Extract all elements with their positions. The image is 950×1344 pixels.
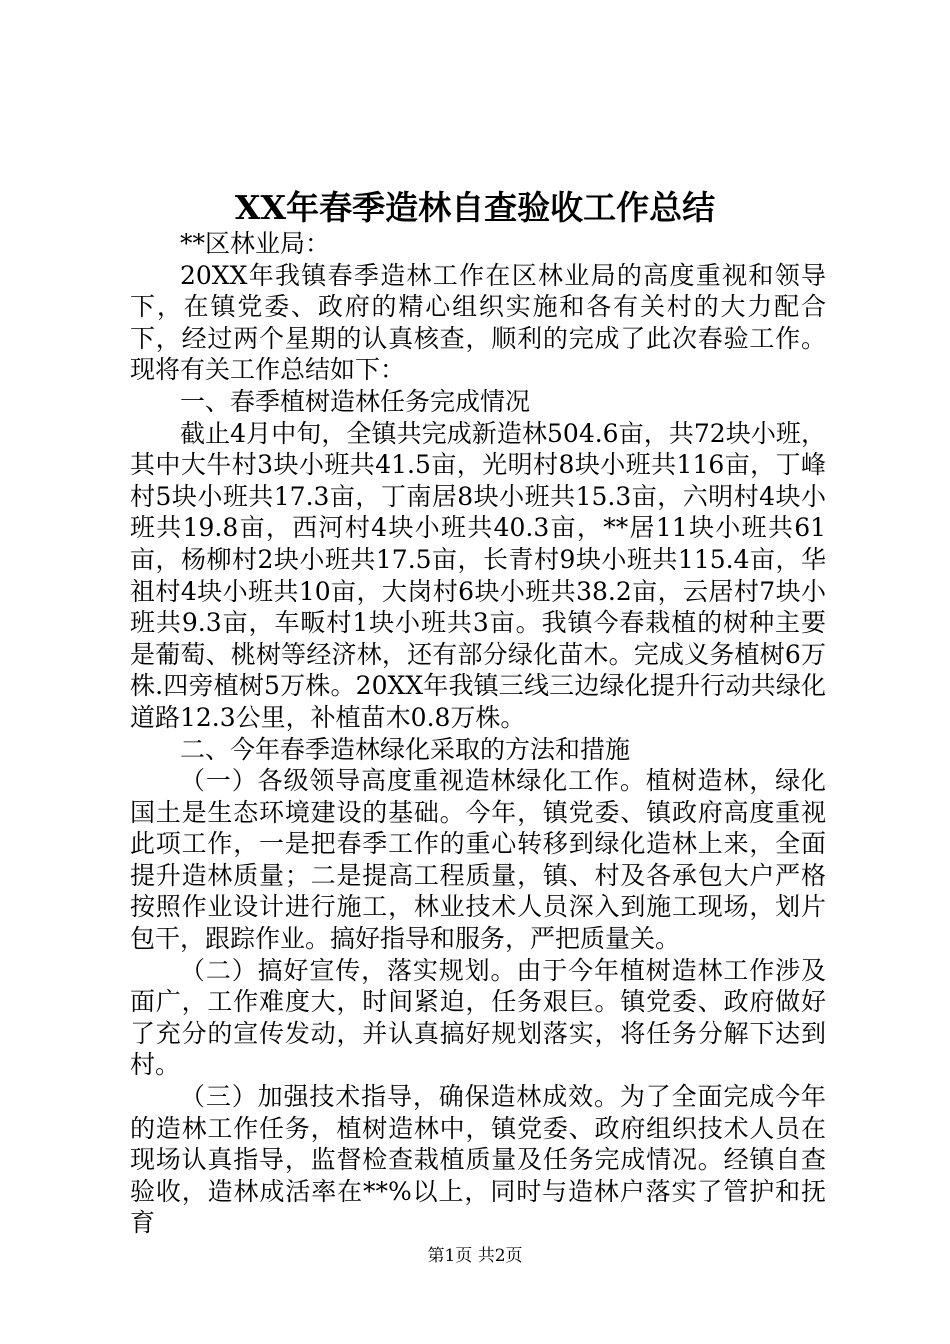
- document-title: XX年春季造林自查验收工作总结: [234, 188, 716, 227]
- paragraph-completion-details: 截止4月中旬，全镇共完成新造林504.6亩，共72块小班，其中大牛村3块小班共41.5亩，光明村8块小班共116亩，丁峰村5块小班共17.3亩，丁南居8块小班共15.3亩，六明村4块小班共19.8亩，西河村4块小班共40.3亩，**居11块小班共61亩，杨柳村2块小班共17.5亩，长青村9块小班共115.4亩，华祖村4块小班共10亩，大岗村6块小班共38.2亩，云居村7块小班共9.3亩，车畈村1块小班共3亩。我镇今春栽植的树种主要是葡萄、桃树等经济林，还有部分绿化苗木。完成义务植树6万株.四旁植树5万株。20XX年我镇三线三边绿化提升行动共绿化道路12.3公里，补植苗木0.8万株。: [130, 418, 826, 732]
- document-body: [130, 228, 826, 1239]
- paragraph-intro: 20XX年我镇春季造林工作在区林业局的高度重视和领导下，在镇党委、政府的精心组织实施和各有关村的大力配合下，经过两个星期的认真核查，顺利的完成了此次春验工作。现将有关工作总结如下：: [130, 260, 826, 385]
- section-heading-2: 二、今年春季造林绿化采取的方法和措施: [180, 734, 631, 764]
- paragraph-measure-2: （二）搞好宣传，落实规划。由于今年植树造林工作涉及面广，工作难度大，时间紧迫，任务艰巨。镇党委、政府做好了充分的宣传发动，并认真搞好规划落实，将任务分解下达到村。: [130, 955, 826, 1080]
- page-footer: 第1页 共2页: [427, 1246, 523, 1266]
- paragraph-measure-3: （三）加强技术指导，确保造林成效。为了全面完成今年的造林工作任务，植树造林中，镇党委、政府组织技术人员在现场认真指导，监督检查栽植质量及任务完成情况。经镇自查验收，造林成活率在**%以上，同时与造林户落实了管护和抚育: [130, 1082, 826, 1238]
- paragraph-measure-1: （一）各级领导高度重视造林绿化工作。植树造林，绿化国土是生态环境建设的基础。今年，镇党委、镇政府高度重视此项工作，一是把春季工作的重心转移到绿化造林上来，全面提升造林质量；二是提高工程质量，镇、村及各承包大户严格按照作业设计进行施工，林业技术人员深入到施工现场，划片包干，跟踪作业。搞好指导和服务，严把质量关。: [130, 766, 826, 954]
- paragraph-salutation: **区林业局：: [180, 229, 331, 258]
- section-heading-1: 一、春季植树造林任务完成情况: [180, 386, 531, 416]
